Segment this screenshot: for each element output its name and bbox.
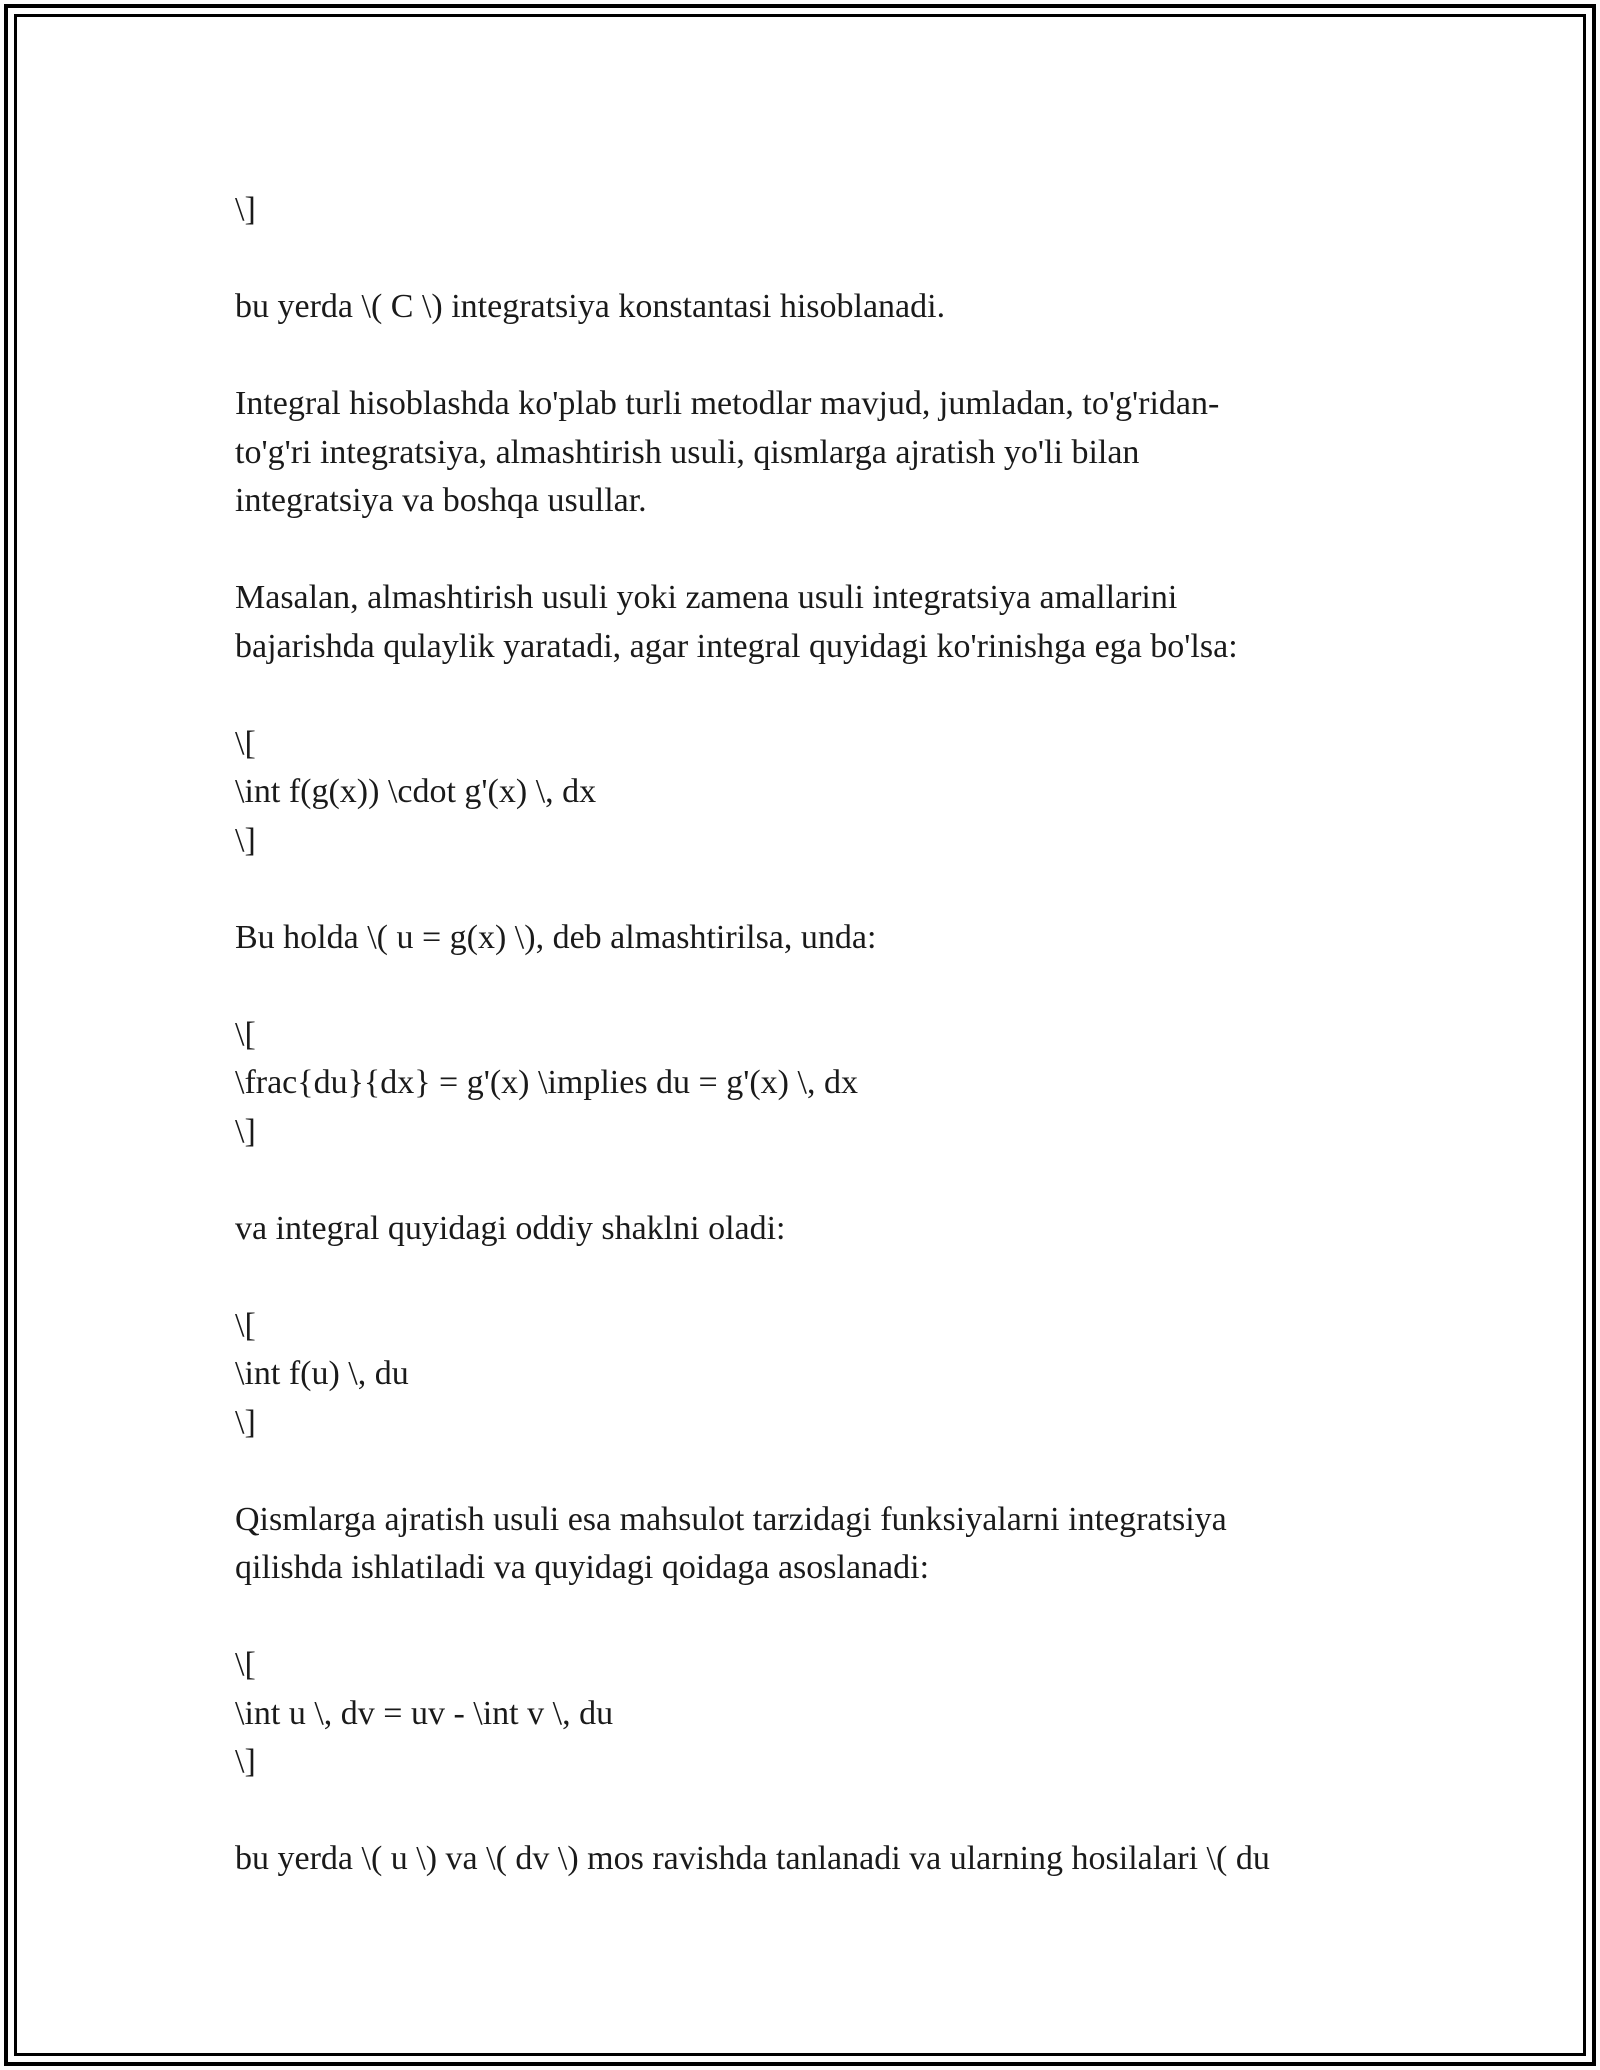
- text-line: to'g'ri integratsiya, almashtirish usuli, qismlarga ajratish yo'li bilan: [235, 433, 1140, 471]
- text-line: bu yerda \( C \) integratsiya konstantasi hisoblanadi.: [235, 288, 946, 325]
- math-delimiter: \]: [235, 1743, 256, 1780]
- paragraph: [235, 1205, 1365, 1254]
- text-line: Bu holda \( u = g(x) \), deb almashtirilsa, unda:: [235, 918, 877, 956]
- math-block: [235, 1302, 1365, 1448]
- math-expression: \int f(g(x)) \cdot g'(x) \, dx: [235, 773, 597, 810]
- math-delimiter: \]: [235, 191, 256, 228]
- math-delimiter: \[: [235, 1306, 256, 1344]
- math-expression: \frac{du}{dx} = g'(x) \implies du = g'(x) \, dx: [235, 1064, 858, 1101]
- math-block: [235, 720, 1365, 866]
- text-line: integratsiya va boshqa usullar.: [235, 482, 647, 519]
- paragraph: [235, 574, 1365, 671]
- math-block-end: [235, 186, 1365, 235]
- text-line: bajarishda qulaylik yaratadi, agar integral quyidagi ko'rinishga ega bo'lsa:: [235, 627, 1238, 665]
- text-line: Masalan, almashtirish usuli yoki zamena usuli integratsiya amallarini: [235, 579, 1178, 616]
- math-block: [235, 1011, 1365, 1157]
- math-delimiter: \]: [235, 1403, 256, 1441]
- math-delimiter: \]: [235, 1112, 256, 1150]
- paragraph: [235, 380, 1365, 526]
- math-delimiter: \]: [235, 821, 256, 859]
- math-block: [235, 1641, 1365, 1787]
- paragraph: [235, 283, 1365, 332]
- math-expression: \int f(u) \, du: [235, 1355, 409, 1392]
- text-line: Integral hisoblashda ko'plab turli metodlar mavjud, jumladan, to'g'ridan-: [235, 385, 1220, 422]
- paragraph: [235, 1835, 1365, 1884]
- text-line: qilishda ishlatiladi va quyidagi qoidaga asoslanadi:: [235, 1549, 930, 1586]
- document-body: [235, 186, 1365, 1932]
- paragraph: [235, 914, 1365, 963]
- math-expression: \int u \, dv = uv - \int v \, du: [235, 1694, 614, 1732]
- text-line: Qismlarga ajratish usuli esa mahsulot tarzidagi funksiyalarni integratsiya: [235, 1500, 1227, 1538]
- paragraph: [235, 1496, 1365, 1593]
- math-delimiter: \[: [235, 1646, 256, 1683]
- text-line: va integral quyidagi oddiy shaklni oladi:: [235, 1209, 786, 1247]
- text-line: bu yerda \( u \) va \( dv \) mos ravishda tanlanadi va ularning hosilalari \( du: [235, 1840, 1270, 1877]
- math-delimiter: \[: [235, 724, 256, 762]
- math-delimiter: \[: [235, 1015, 256, 1053]
